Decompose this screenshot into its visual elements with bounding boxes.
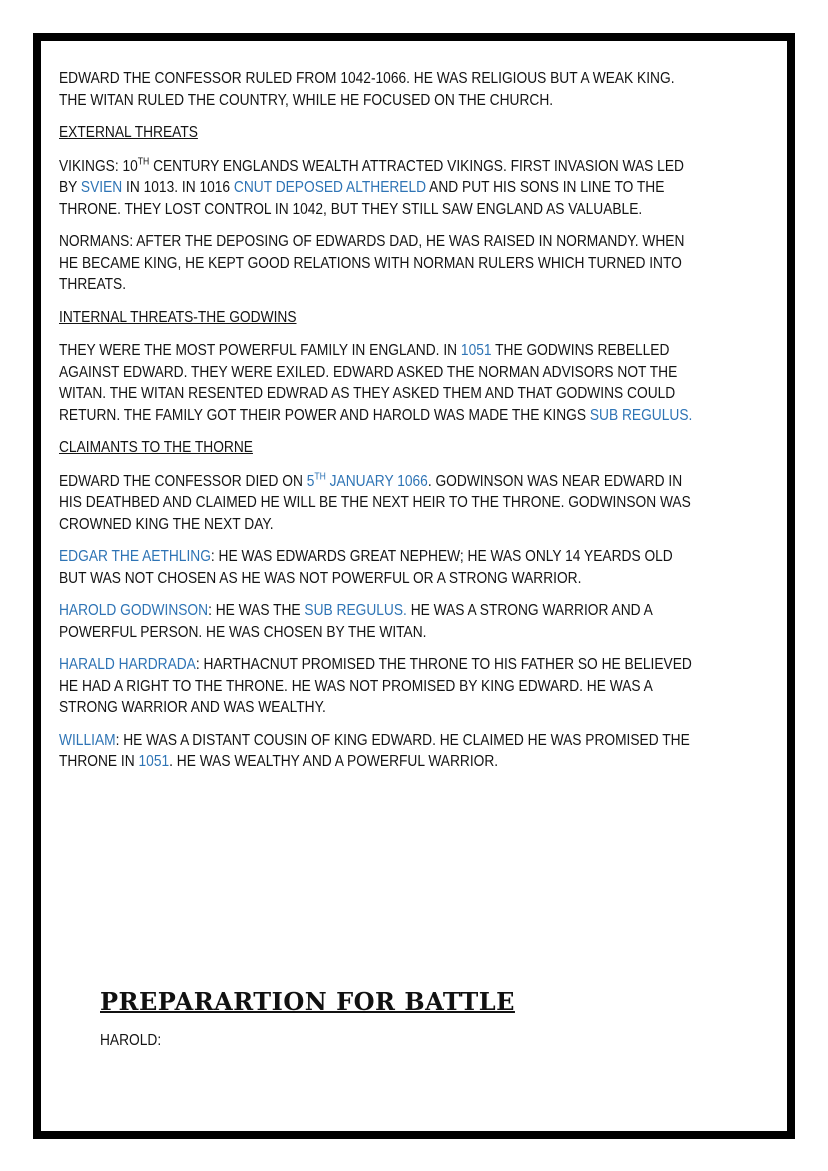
highlight-svien: SVIEN bbox=[80, 179, 123, 196]
normans-paragraph: NORMANS: AFTER THE DEPOSING OF EDWARDS DAD, HE WAS RAISED IN NORMANDY. WHEN HE BECAME KING, HE KEPT GOOD RELATIONS WITH NORMAN RULERS WHICH TURNED INTO THREATS. bbox=[59, 233, 685, 293]
claimant-name: EDGAR THE AETHLING bbox=[59, 548, 211, 565]
internal-threats-heading: INTERNAL THREATS-THE GODWINS bbox=[59, 308, 297, 326]
highlight-cnut: CNUT DEPOSED ALTHERELD bbox=[233, 179, 427, 196]
death-paragraph bbox=[59, 471, 699, 536]
harald-paragraph bbox=[59, 654, 699, 719]
claimant-name: WILLIAM bbox=[59, 731, 116, 749]
claimants-heading: CLAIMANTS TO THE THORNE bbox=[59, 439, 253, 456]
text-run: THEY WERE THE MOST POWERFUL FAMILY IN ENGLAND. IN bbox=[59, 342, 461, 359]
text-run: CENTURY ENGLANDS WEALTH ATTRACTED VIKINGS. FIRST INVASION WAS LED BY bbox=[59, 157, 684, 196]
text-run: : HE WAS THE bbox=[208, 602, 305, 619]
text-run: . HE WAS WEALTHY AND A POWERFUL WARRIOR. bbox=[169, 753, 499, 770]
text-run: : HARTHACNUT PROMISED THE THRONE TO HIS FATHER SO HE BELIEVED HE HAD A RIGHT TO THE THRONE. HE WAS NOT PROMISED BY KING EDWARD. HE WAS A STRONG WARRIOR AND WAS WEALTHY. bbox=[59, 656, 692, 716]
claimant-name: HARALD HARDRADA bbox=[59, 656, 196, 673]
text-run: IN 1013. IN 1016 bbox=[122, 179, 234, 196]
text-run: VIKINGS: 10 bbox=[59, 157, 138, 175]
claimant-name: HAROLD GODWINSON bbox=[59, 602, 209, 619]
superscript: TH bbox=[137, 156, 150, 168]
edgar-paragraph bbox=[59, 546, 699, 589]
text-run: : HE WAS A DISTANT COUSIN OF KING EDWARD. HE CLAIMED HE WAS PROMISED THE THRONE IN bbox=[59, 731, 690, 770]
harold-paragraph bbox=[59, 600, 699, 643]
text-run: . GODWINSON WAS NEAR EDWARD IN HIS DEATHBED AND CLAIMED HE WILL BE THE NEXT HEIR TO THE THRONE. GODWINSON WAS CROWNED KING THE NEXT DAY. bbox=[59, 472, 691, 533]
text-run: THE GODWINS REBELLED AGAINST EDWARD. THEY WERE EXILED. EDWARD ASKED THE NORMAN ADVISORS NOT THE WITAN. THE WITAN RESENTED EDWRAD AS THEY ASKED THEM AND THAT GODWINS COULD RETURN. THE FAMILY GOT THEIR POWER AND HAROLD WAS MADE THE KINGS bbox=[59, 342, 678, 424]
vikings-paragraph bbox=[59, 156, 699, 221]
highlight-1051: 1051 bbox=[460, 342, 492, 359]
highlight-date: 5 bbox=[306, 472, 315, 490]
superscript: TH bbox=[314, 471, 326, 483]
harold-label: HAROLD: bbox=[100, 1032, 162, 1049]
highlight-sub-regulus: SUB REGULUS. bbox=[589, 406, 693, 424]
text-run: AND PUT HIS SONS IN LINE TO THE THRONE. THEY LOST CONTROL IN 1042, BUT THEY STILL SAW ENGLAND AS VALUABLE. bbox=[59, 179, 665, 218]
william-paragraph bbox=[59, 730, 699, 773]
battle-heading: PREPARARTION FOR BATTLE bbox=[100, 987, 515, 1016]
intro-paragraph: EDWARD THE CONFESSOR RULED FROM 1042-1066. HE WAS RELIGIOUS BUT A WEAK KING. THE WITAN RULED THE COUNTRY, WHILE HE FOCUSED ON THE CHURCH. bbox=[59, 70, 675, 109]
highlight-1051: 1051 bbox=[138, 753, 170, 770]
highlight-sub-regulus: SUB REGULUS. bbox=[304, 602, 407, 619]
text-run: EDWARD THE CONFESSOR DIED ON bbox=[59, 472, 307, 490]
text-run: HE WAS A STRONG WARRIOR AND A POWERFUL PERSON. HE WAS CHOSEN BY THE WITAN. bbox=[59, 602, 653, 641]
external-threats-heading: EXTERNAL THREATS bbox=[59, 124, 198, 141]
highlight-date: JANUARY 1066 bbox=[325, 472, 428, 490]
godwins-paragraph bbox=[59, 340, 699, 426]
text-run: : HE WAS EDWARDS GREAT NEPHEW; HE WAS ONLY 14 YEARDS OLD BUT WAS NOT CHOSEN AS HE WAS NOT POWERFUL OR A STRONG WARRIOR. bbox=[59, 548, 673, 587]
document-body bbox=[59, 68, 699, 784]
